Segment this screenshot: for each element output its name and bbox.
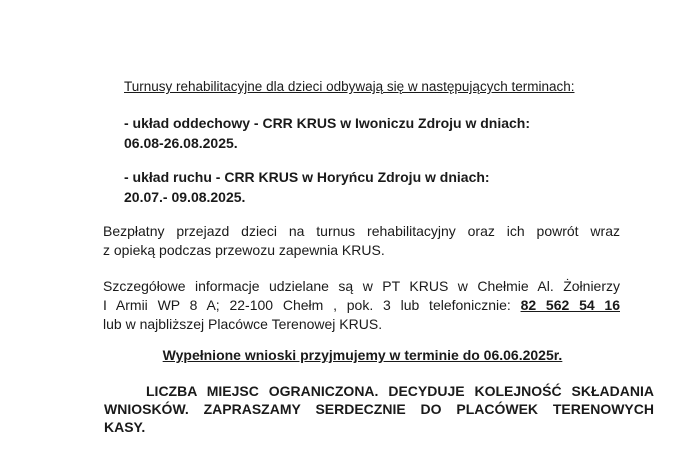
contact-paragraph [103,277,620,334]
contact-line-1: Szczegółowe informacje udzielane są w PT KRUS w Chełmie Al. Żołnierzy [103,278,620,294]
notice-line-1: LICZBA MIEJSC OGRANICZONA. DECYDUJE KOLEJNOŚĆ SKŁADANIA [146,383,654,399]
turnus-motor-dates: 20.07.- 09.08.2025. [124,189,246,205]
turnus-motor [124,167,490,207]
contact-line-3: lub w najbliższej Placówce Terenowej KRUS. [103,316,383,332]
transport-line-1: Bezpłatny przejazd dzieci na turnus rehabilitacyjny oraz ich powrót wraz [103,223,620,239]
turnus-respiratory-dates: 06.08-26.08.2025. [124,135,238,151]
phone-number: 82 562 54 16 [520,297,620,313]
contact-line-2 [103,296,620,315]
notice-line-3: KASY. [104,419,146,435]
deadline-notice [0,347,689,363]
transport-line-2: z opieką podczas przewozu zapewnia KRUS. [103,242,385,258]
intro-heading: Turnusy rehabilitacyjne dla dzieci odbywają się w następujących terminach: [124,79,575,94]
transport-paragraph [103,222,620,260]
turnus-respiratory [124,113,530,153]
turnus-respiratory-location: - układ oddechowy - CRR KRUS w Iwoniczu Zdroju w dniach: [124,115,531,131]
turnus-motor-location: - układ ruchu - CRR KRUS w Horyńcu Zdroju w dniach: [124,169,490,185]
notice-line-2: WNIOSKÓW. ZAPRASZAMY SERDECZNIE DO PLACÓWEK TERENOWYCH [104,401,654,417]
deadline-text: Wypełnione wnioski przyjmujemy w terminie do 06.06.2025r. [162,347,563,363]
limited-places-notice [104,382,654,436]
contact-address: I Armii WP 8 A; 22-100 Chełm , pok. 3 lub telefonicznie: [103,297,511,313]
